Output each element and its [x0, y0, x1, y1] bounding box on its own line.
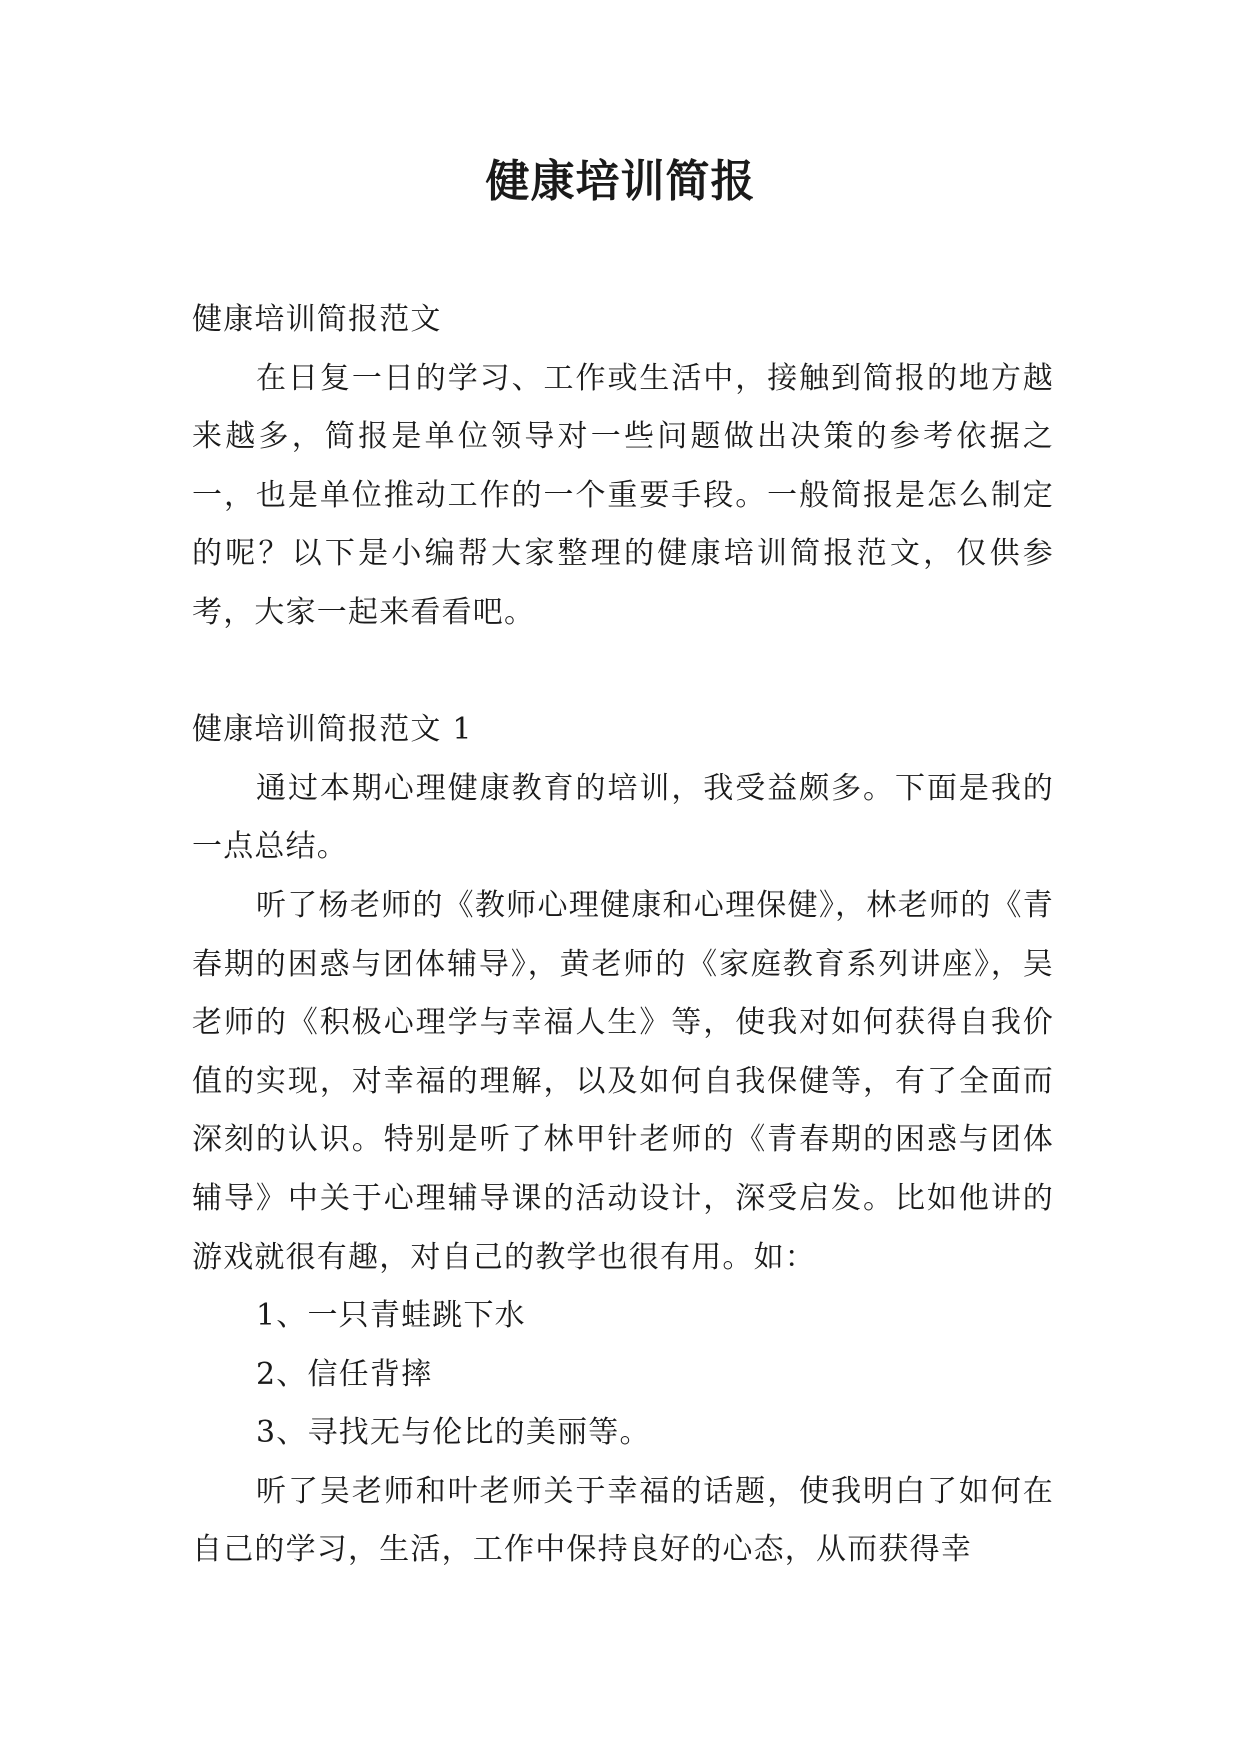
- intro-paragraph: 在日复一日的学习、工作或生活中，接触到简报的地方越来越多，简报是单位领导对一些问题做出决策的参考依据之一，也是单位推动工作的一个重要手段。一般简报是怎么制定的呢？以下是小编帮大家整理的健康培训简报范文，仅供参考，大家一起来看看吧。: [192, 360, 1054, 630]
- intro-heading: 健康培训简报范文: [192, 302, 442, 337]
- document-title: 健康培训简报: [485, 156, 756, 207]
- list-item: 1、一只青蛙跳下水: [256, 1298, 526, 1334]
- list-item: 2、信任背摔: [256, 1356, 433, 1392]
- list-item: 3、寻找无与伦比的美丽等。: [256, 1415, 651, 1451]
- body-paragraph: 通过本期心理健康教育的培训，我受益颇多。下面是我的一点总结。: [192, 770, 1054, 865]
- body-paragraph: 听了吴老师和叶老师关于幸福的话题，使我明白了如何在自己的学习，生活，工作中保持良好的心态，从而获得幸: [192, 1473, 1054, 1568]
- section-heading: 健康培训简报范文 1: [192, 712, 473, 748]
- body-paragraph: 听了杨老师的《教师心理健康和心理保健》，林老师的《青春期的困惑与团体辅导》，黄老师的《家庭教育系列讲座》，吴老师的《积极心理学与幸福人生》等，使我对如何获得自我价值的实现，对幸福的理解，以及如何自我保健等，有了全面而深刻的认识。特别是听了林甲针老师的《青春期的困惑与团体辅导》中关于心理辅导课的活动设计，深受启发。比如他讲的游戏就很有趣，对自己的教学也很有用。如：: [192, 887, 1054, 1275]
- section-spacer: [192, 643, 1054, 702]
- document-body: [192, 291, 1054, 1580]
